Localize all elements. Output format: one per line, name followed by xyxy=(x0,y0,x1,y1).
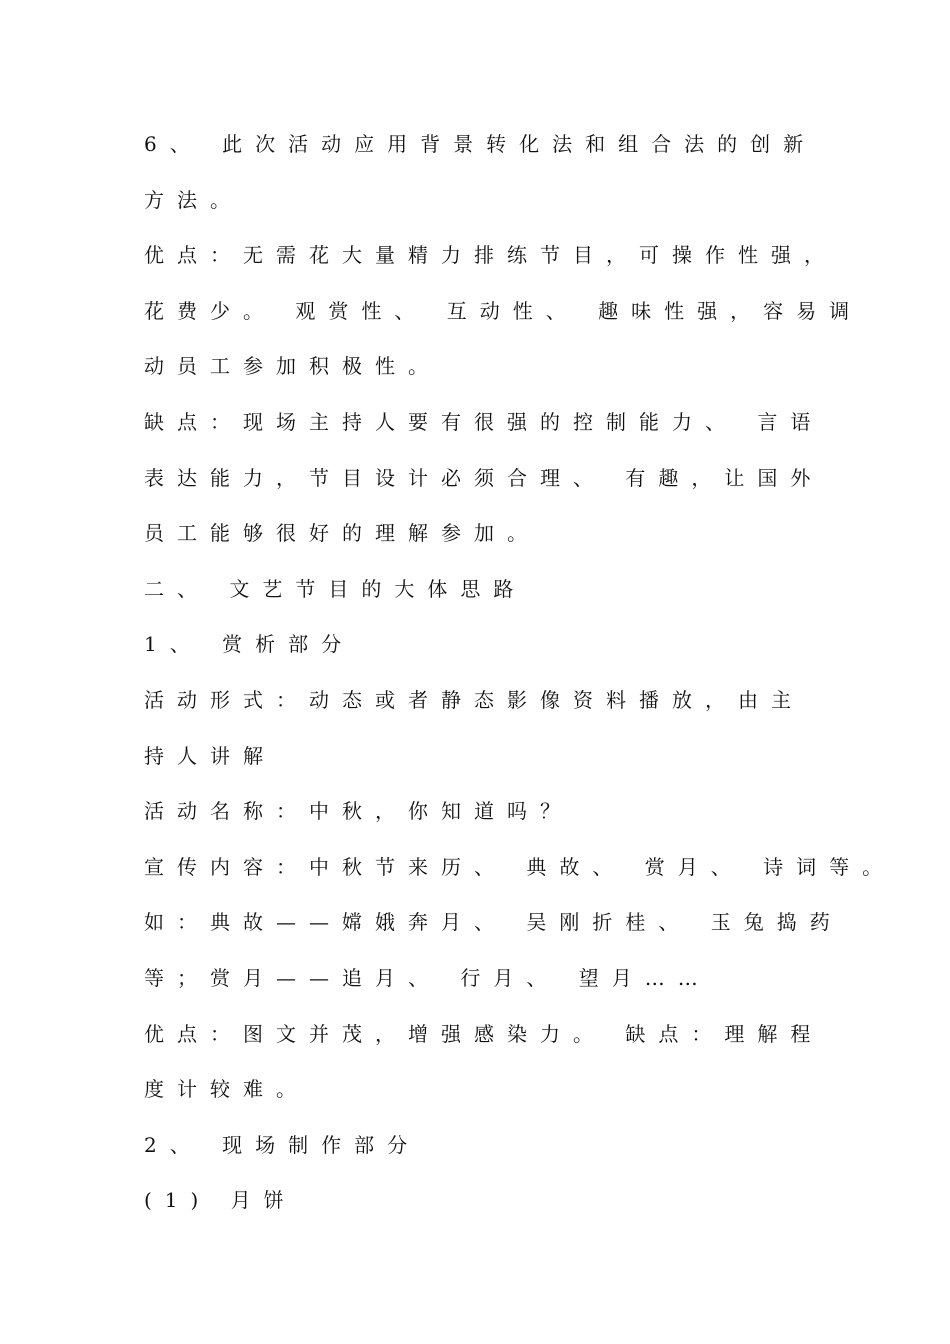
text-line: 优点：图文并茂，增强感染力。 缺点：理解程 xyxy=(144,1021,824,1046)
text-line: 表达能力，节目设计必须合理、 有趣，让国外 xyxy=(144,465,824,490)
text-line: 等；赏月——追月、 行月、 望月…… xyxy=(144,965,711,990)
list-item: (1) 月饼 xyxy=(144,1188,297,1213)
text-line: 6、 此次活动应用背景转化法和组合法的创新 xyxy=(144,132,817,156)
text-line: 度计较难。 xyxy=(144,1077,309,1102)
text-line: 宣传内容：中秋节来历、 典故、 赏月、 诗词等。 xyxy=(144,854,896,879)
subsection-heading: 1、 赏析部分 xyxy=(144,632,355,657)
text-line: 活动名称：中秋，你知道吗？ xyxy=(144,799,573,824)
section-heading: 二、 文艺节目的大体思路 xyxy=(144,576,527,601)
text-line: 如：典故——嫦娥奔月、 吴刚折桂、 玉兔捣药 xyxy=(144,910,843,935)
text-line: 动员工参加积极性。 xyxy=(144,354,441,379)
subsection-heading: 2、 现场制作部分 xyxy=(144,1132,421,1157)
document-body xyxy=(144,122,896,1234)
text-line: 方法。 xyxy=(144,187,243,212)
text-line: 优点：无需花大量精力排练节目，可操作性强， xyxy=(144,243,837,268)
text-line: 活动形式：动态或者静态影像资料播放，由主 xyxy=(144,687,804,712)
text-line: 员工能够很好的理解参加。 xyxy=(144,521,540,546)
text-line: 花费少。 观赏性、 互动性、 趣味性强，容易调 xyxy=(144,298,863,323)
text-line: 缺点：现场主持人要有很强的控制能力、 言语 xyxy=(144,409,824,434)
text-line: 持人讲解 xyxy=(144,743,276,768)
